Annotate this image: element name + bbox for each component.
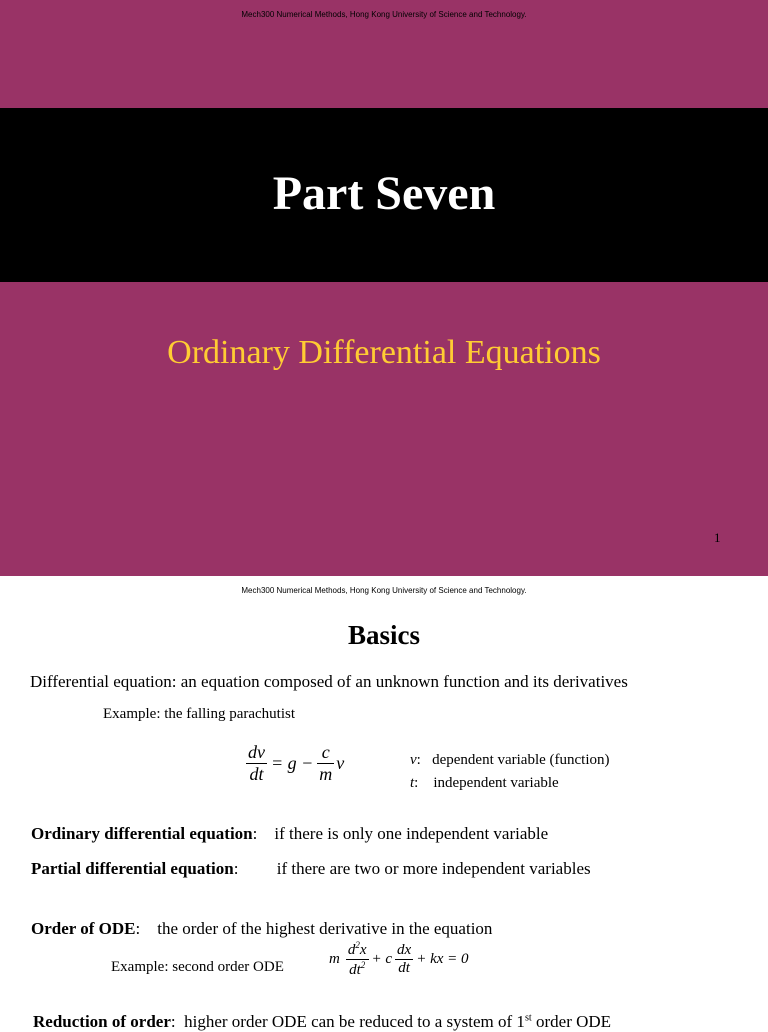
d2x-dt2-fraction: $\frac{d^2x}{dt^2}$ — [347, 940, 367, 978]
equation-equals: = g − — [271, 753, 314, 773]
second-order-equation: m $\frac{d^2x}{dt^2}$ + c $\frac{dx}{dt}$ + kx = 0 — [329, 940, 469, 978]
variable-v: v: dependent variable (function) — [410, 752, 610, 768]
pde-definition: Partial differential equation: if there are two or more independent variables — [31, 859, 591, 878]
order-definition: Order of ODE: the order of the highest derivative in the equation — [31, 919, 493, 938]
part-title: Part Seven — [272, 167, 496, 220]
definition-line: Differential equation: an equation composed of an unknown function and its derivatives — [30, 672, 628, 691]
slide-title: Basics — [347, 620, 420, 650]
dv-dt-fraction: $\frac{dv}{dt}$ — [248, 742, 265, 784]
slide-2 — [0, 576, 768, 1031]
slide-header: Mech300 Numerical Methods, Hong Kong University of Science and Technology. — [241, 586, 527, 595]
example2-label: Example: second order ODE — [111, 959, 284, 975]
c-m-fraction: $\frac{c}{m}$ — [319, 742, 333, 784]
variable-t: t: independent variable — [410, 775, 559, 791]
reduction-definition: Reduction of order: higher order ODE can be reduced to a system of 1st order ODE — [33, 1012, 612, 1031]
equation-v: v — [336, 753, 345, 773]
ode-definition: Ordinary differential equation: if there is only one independent variable — [31, 824, 549, 843]
dx-dt-fraction: $\frac{dx}{dt}$ — [397, 942, 412, 976]
page-number: 1 — [714, 530, 721, 545]
slide-subtitle: Ordinary Differential Equations — [167, 334, 601, 371]
parachutist-equation — [246, 742, 344, 785]
slide-header: Mech300 Numerical Methods, Hong Kong University of Science and Technology. — [241, 10, 527, 19]
example-label: Example: the falling parachutist — [103, 706, 296, 722]
